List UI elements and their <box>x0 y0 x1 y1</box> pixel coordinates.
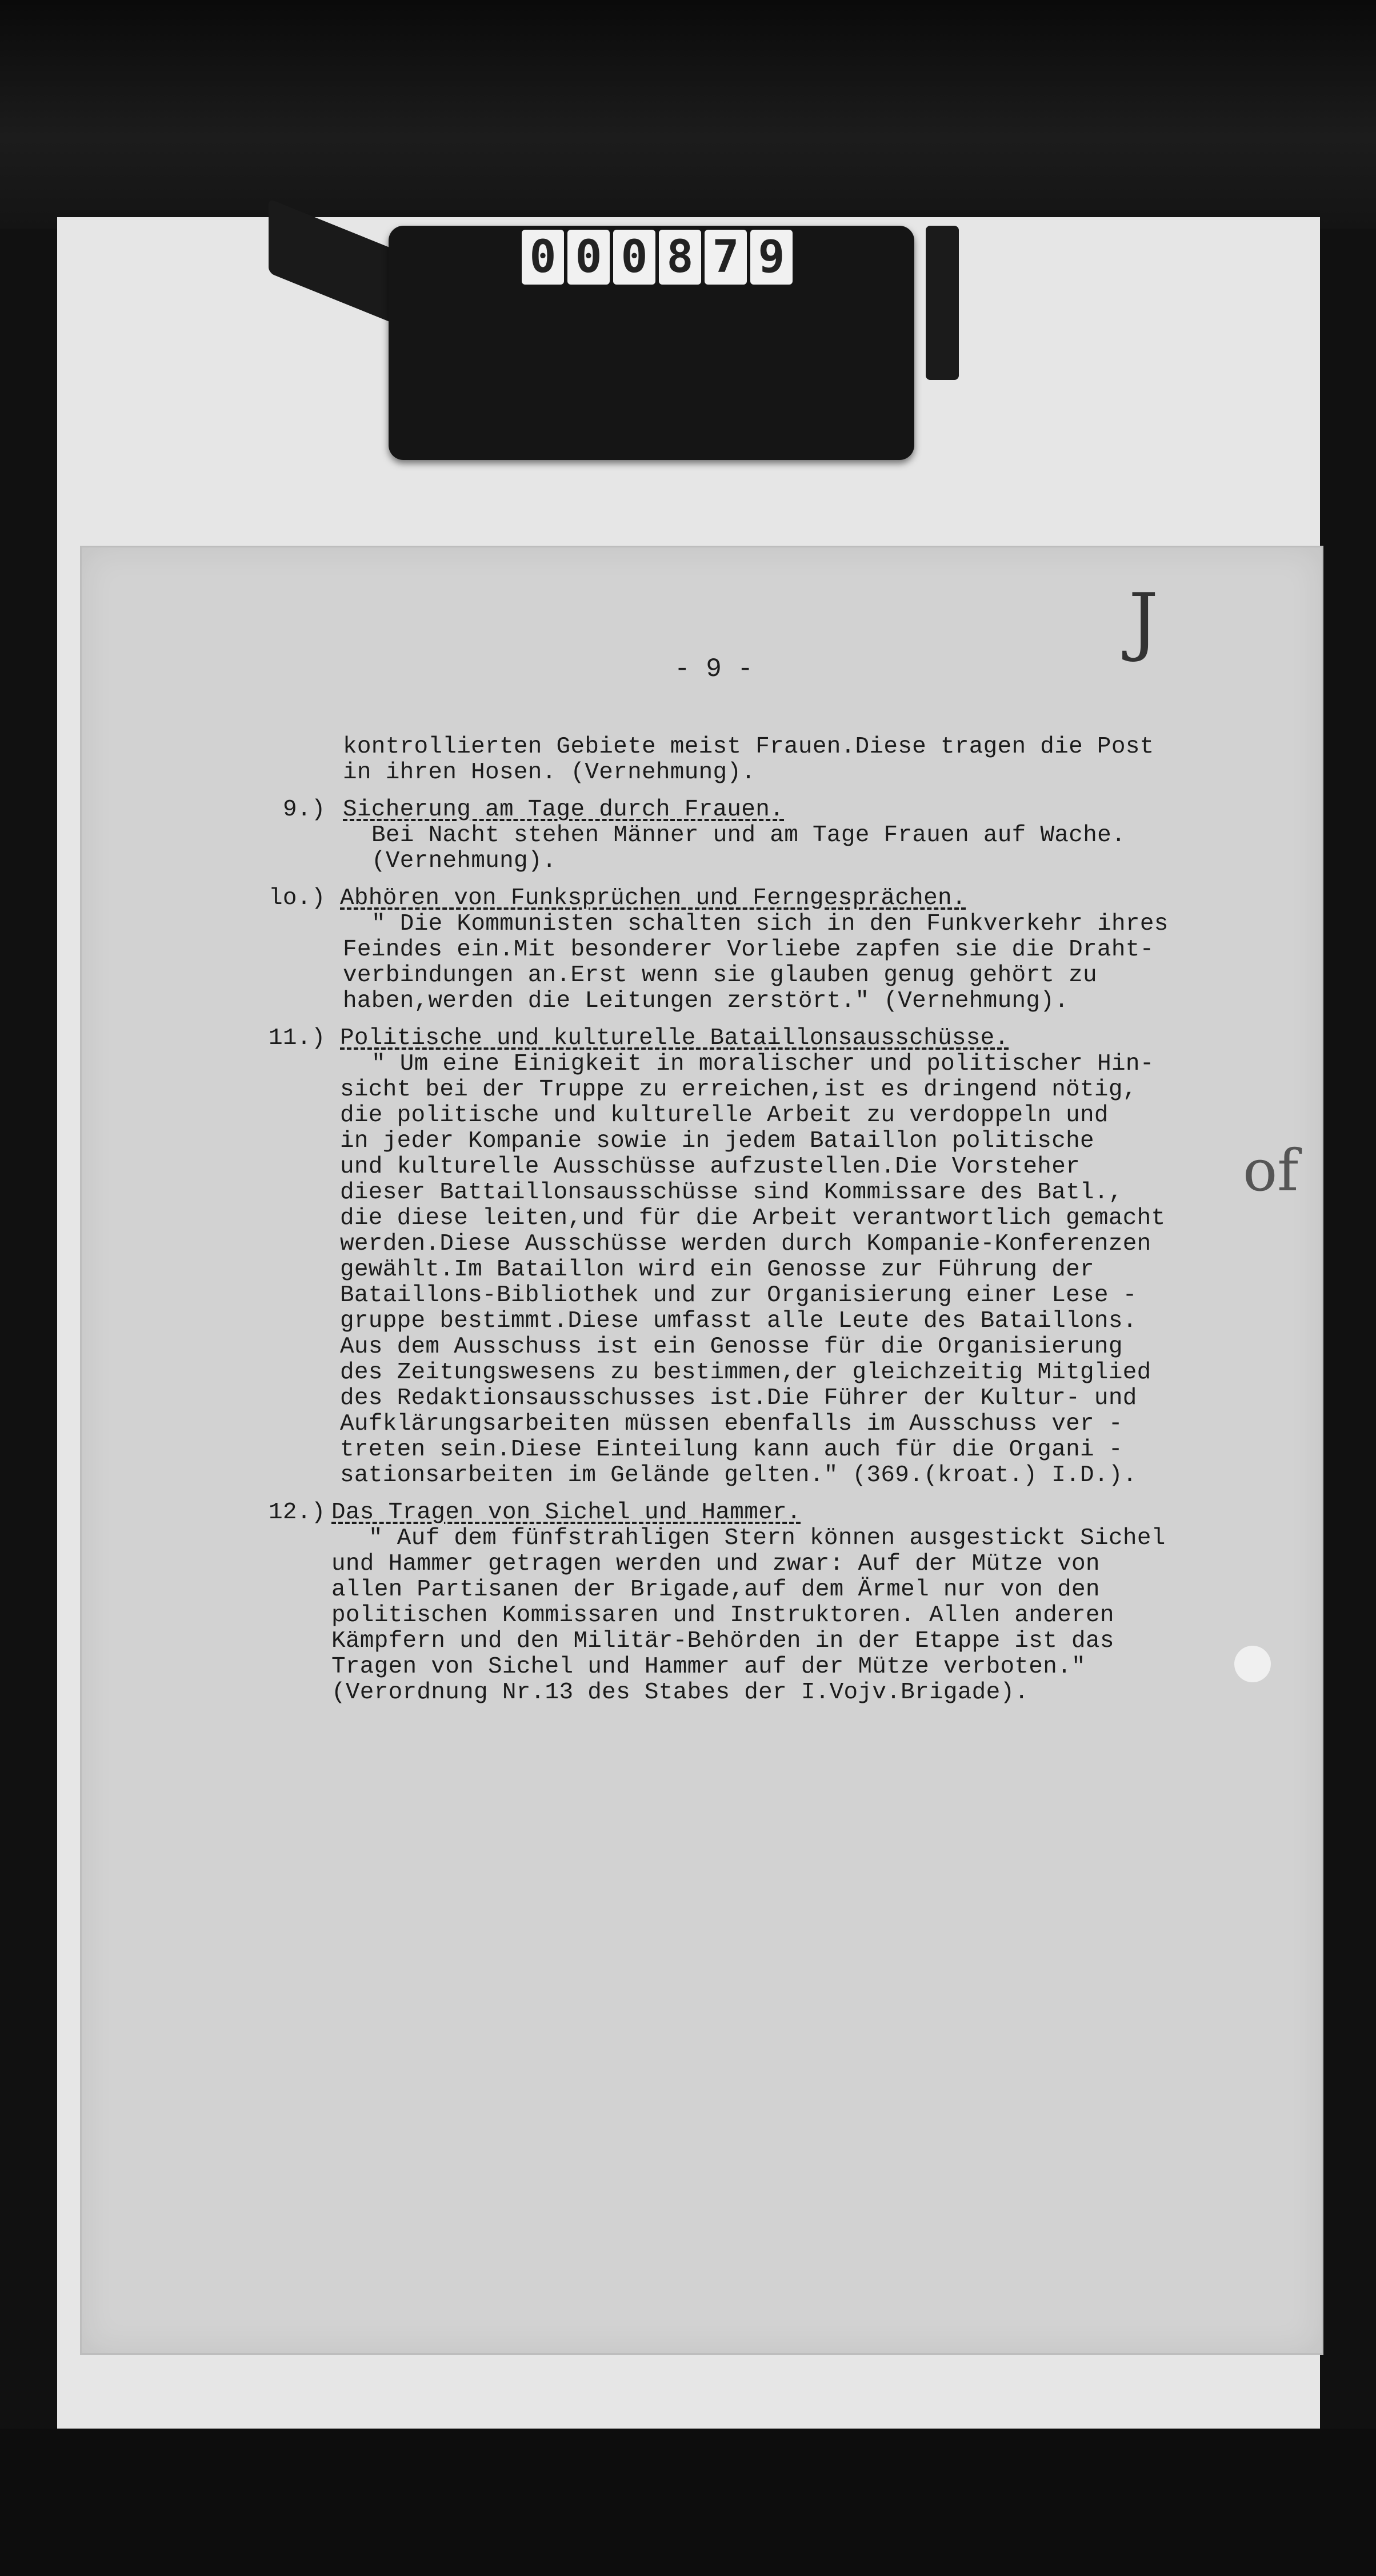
item-number: lo.) <box>269 885 326 911</box>
text-line: kontrollierten Gebiete meist Frauen.Diese tragen die Post <box>343 734 1154 760</box>
text-line: sicht bei der Truppe zu erreichen,ist es dringend nötig, <box>340 1077 1137 1103</box>
text-line: dieser Battaillonsausschüsse sind Kommissare des Batl., <box>340 1179 1123 1206</box>
text-line: politischen Kommissaren und Instruktoren. Allen anderen <box>331 1602 1114 1629</box>
text-line: und Hammer getragen werden und zwar: Auf der Mütze von <box>331 1551 1100 1577</box>
text-line: " Um eine Einigkeit in moralischer und politischer Hin- <box>371 1051 1154 1077</box>
text-line: treten sein.Diese Einteilung kann auch für die Organi - <box>340 1437 1123 1463</box>
text-line: " Auf dem fünfstrahligen Stern können ausgestickt Sichel <box>369 1525 1166 1551</box>
counter-digit: 9 <box>750 230 793 285</box>
text-line: des Redaktionsausschusses ist.Die Führer der Kultur- und <box>340 1385 1137 1411</box>
text-line: haben,werden die Leitungen zerstört." (Vernehmung). <box>343 988 1069 1014</box>
text-line: sationsarbeiten im Gelände gelten." (369.(kroat.) I.D.). <box>340 1462 1137 1489</box>
text-line: in jeder Kompanie sowie in jedem Bataillon politische <box>340 1128 1094 1154</box>
text-line: und kulturelle Ausschüsse aufzustellen.Die Vorsteher <box>340 1154 1081 1180</box>
text-line: gewählt.Im Bataillon wird ein Genosse zur Führung der <box>340 1257 1094 1283</box>
counter-digit: 7 <box>705 230 747 285</box>
text-line: Aufklärungsarbeiten müssen ebenfalls im Ausschuss ver - <box>340 1411 1123 1437</box>
film-border-bottom <box>0 2429 1376 2576</box>
text-line: Feindes ein.Mit besonderer Vorliebe zapfen sie die Draht- <box>343 937 1154 963</box>
counter-digit: 0 <box>567 230 610 285</box>
counter-digit: 0 <box>613 230 655 285</box>
text-line: gruppe bestimmt.Diese umfasst alle Leute des Bataillons. <box>340 1308 1137 1334</box>
text-line: die diese leiten,und für die Arbeit verantwortlich gemacht <box>340 1205 1166 1231</box>
text-line: (Verordnung Nr.13 des Stabes der I.Vojv.Brigade). <box>331 1679 1029 1706</box>
text-line: (Vernehmung). <box>371 848 557 874</box>
text-line: werden.Diese Ausschüsse werden durch Kompanie-Konferenzen <box>340 1231 1151 1257</box>
item-heading: Das Tragen von Sichel und Hammer. <box>331 1499 801 1526</box>
text-line: in ihren Hosen. (Vernehmung). <box>343 759 756 786</box>
counter-digit: 8 <box>659 230 701 285</box>
punch-hole <box>1234 1646 1271 1682</box>
text-line: Tragen von Sichel und Hammer auf der Mütze verboten." <box>331 1654 1086 1680</box>
page-number: - 9 - <box>674 654 754 684</box>
margin-mark: of <box>1243 1137 1299 1204</box>
text-line: Bei Nacht stehen Männer und am Tage Frauen auf Wache. <box>371 822 1126 849</box>
item-number: 11.) <box>269 1025 326 1051</box>
item-number: 9.) <box>283 797 326 823</box>
text-line: des Zeitungswesens zu bestimmen,der gleichzeitig Mitglied <box>340 1359 1151 1386</box>
item-number: 12.) <box>269 1499 326 1526</box>
counter-digit: 0 <box>522 230 564 285</box>
text-line: verbindungen an.Erst wenn sie glauben genug gehört zu <box>343 962 1097 989</box>
text-line: die politische und kulturelle Arbeit zu verdoppeln und <box>340 1102 1109 1129</box>
item-heading: Politische und kulturelle Bataillonsausschüsse. <box>340 1025 1009 1051</box>
text-line: allen Partisanen der Brigade,auf dem Ärmel nur von den <box>331 1577 1100 1603</box>
text-line: " Die Kommunisten schalten sich in den Funkverkehr ihres <box>371 911 1169 937</box>
item-heading: Sicherung am Tage durch Frauen. <box>343 797 785 823</box>
text-line: Aus dem Ausschuss ist ein Genosse für die Organisierung <box>340 1334 1123 1360</box>
pencil-mark: J <box>1129 577 1159 664</box>
item-heading: Abhören von Funksprüchen und Ferngesprächen. <box>340 885 966 911</box>
text-line: Kämpfern und den Militär-Behörden in der Etappe ist das <box>331 1628 1114 1654</box>
text-line: Bataillons-Bibliothek und zur Organisierung einer Lese - <box>340 1282 1137 1309</box>
